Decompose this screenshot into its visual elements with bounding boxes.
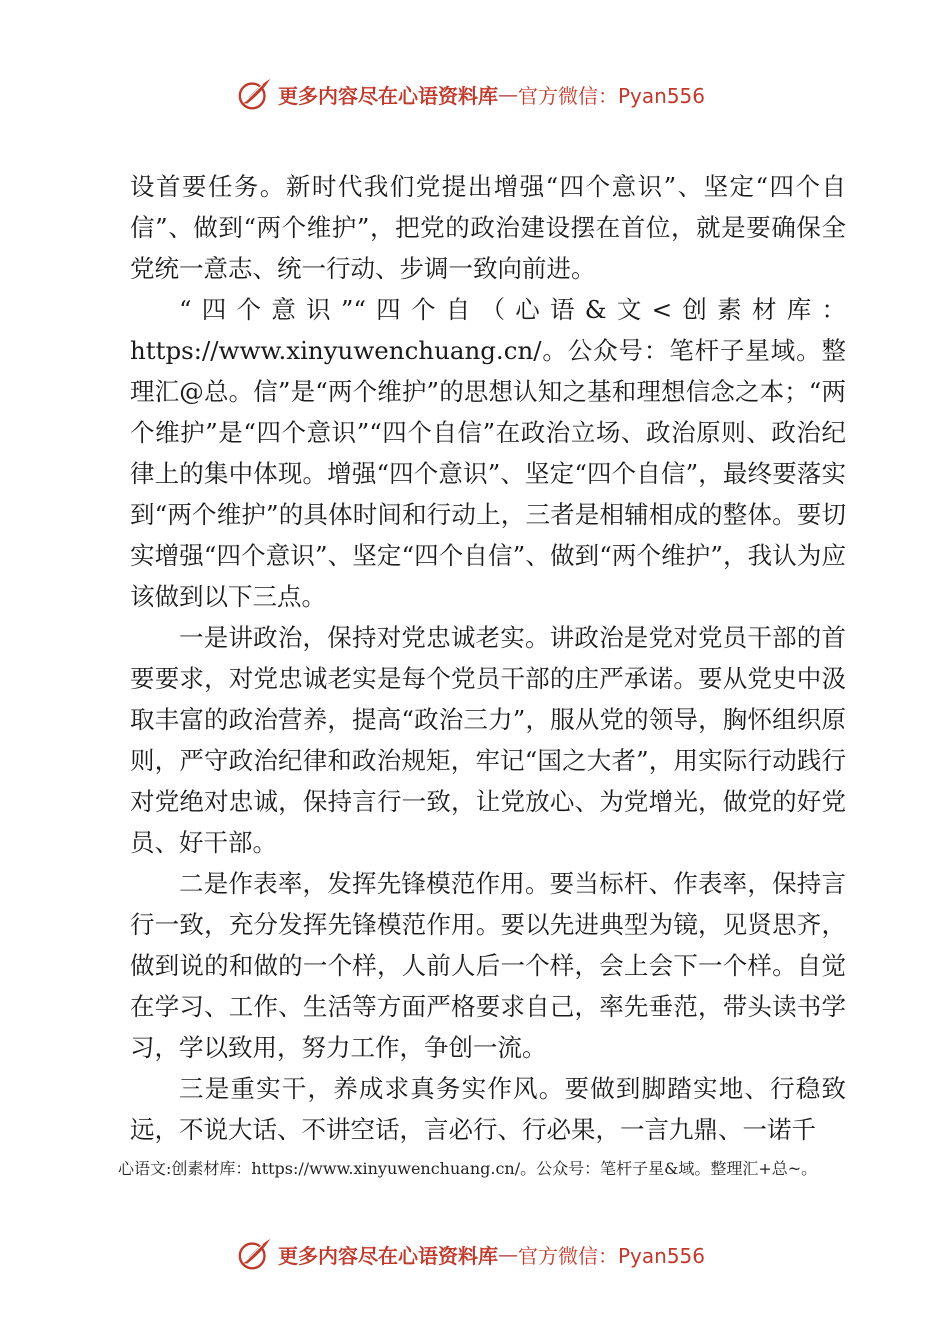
banner-separator: — — [498, 1242, 518, 1266]
footer-banner — [236, 1234, 705, 1274]
banner-wechat: 官方微信：Pyan556 — [518, 83, 706, 108]
banner-title: 更多内容尽在心语资料库 — [278, 83, 498, 108]
footnote: 心语文:创素材库：https://www.xinyuwenchuang.cn/。公众号：笔杆子星&域。整理汇+总~。 — [118, 1159, 818, 1178]
quill-logo-icon — [236, 75, 274, 113]
paragraph-5: 三是重实干，养成求真务实作风。要做到脚踏实地、行稳致远，不说大话、不讲空话，言必行、行必果，一言九鼎、一诺千 — [130, 1074, 846, 1144]
paragraph-4: 二是作表率，发挥先锋模范作用。要当标杆、作表率，保持言行一致，充分发挥先锋模范作用。要以先进典型为镜，见贤思齐，做到说的和做的一个样，人前人后一个样，会上会下一个样。自觉在学习、工作、生活等方面严格要求自己，率先垂范，带头读书学习，学以致用，努力工作，争创一流。 — [130, 869, 846, 1062]
quill-logo-icon — [236, 1235, 274, 1273]
paragraph-3: 一是讲政治，保持对党忠诚老实。讲政治是党对党员干部的首要要求，对党忠诚老实是每个党员干部的庄严承诺。要从党史中汲取丰富的政治营养，提高“政治三力”，服从党的领导，胸怀组织原则，严守政治纪律和政治规矩，牢记“国之大者”，用实际行动践行对党绝对忠诚，保持言行一致，让党放心、为党增光，做党的好党员、好干部。 — [130, 623, 846, 857]
paragraph-2: “四个意识”“四个自（心语&文<创素材库：https://www.xinyuwenchuang.cn/。公众号：笔杆子星域。整理汇@总。信”是“两个维护”的思想认知之基和理想信念之本；“两个维护”是“四个意识”“四个自信”在政治立场、政治原则、政治纪律上的集中体现。增强“四个意识”、坚定“四个自信”，最终要落实到“两个维护”的具体时间和行动上，三者是相辅相成的整体。要切实增强“四个意识”、坚定“四个自信”、做到“两个维护”，我认为应该做到以下三点。 — [130, 295, 846, 611]
header-banner — [236, 74, 705, 114]
banner-separator: — — [498, 82, 518, 106]
document-body — [130, 166, 846, 1150]
banner-title: 更多内容尽在心语资料库 — [278, 1243, 498, 1268]
paragraph-1: 设首要任务。新时代我们党提出增强“四个意识”、坚定“四个自信”、做到“两个维护”，把党的政治建设摆在首位，就是要确保全党统一意志、统一行动、步调一致向前进。 — [130, 172, 846, 283]
banner-wechat: 官方微信：Pyan556 — [518, 1243, 706, 1268]
